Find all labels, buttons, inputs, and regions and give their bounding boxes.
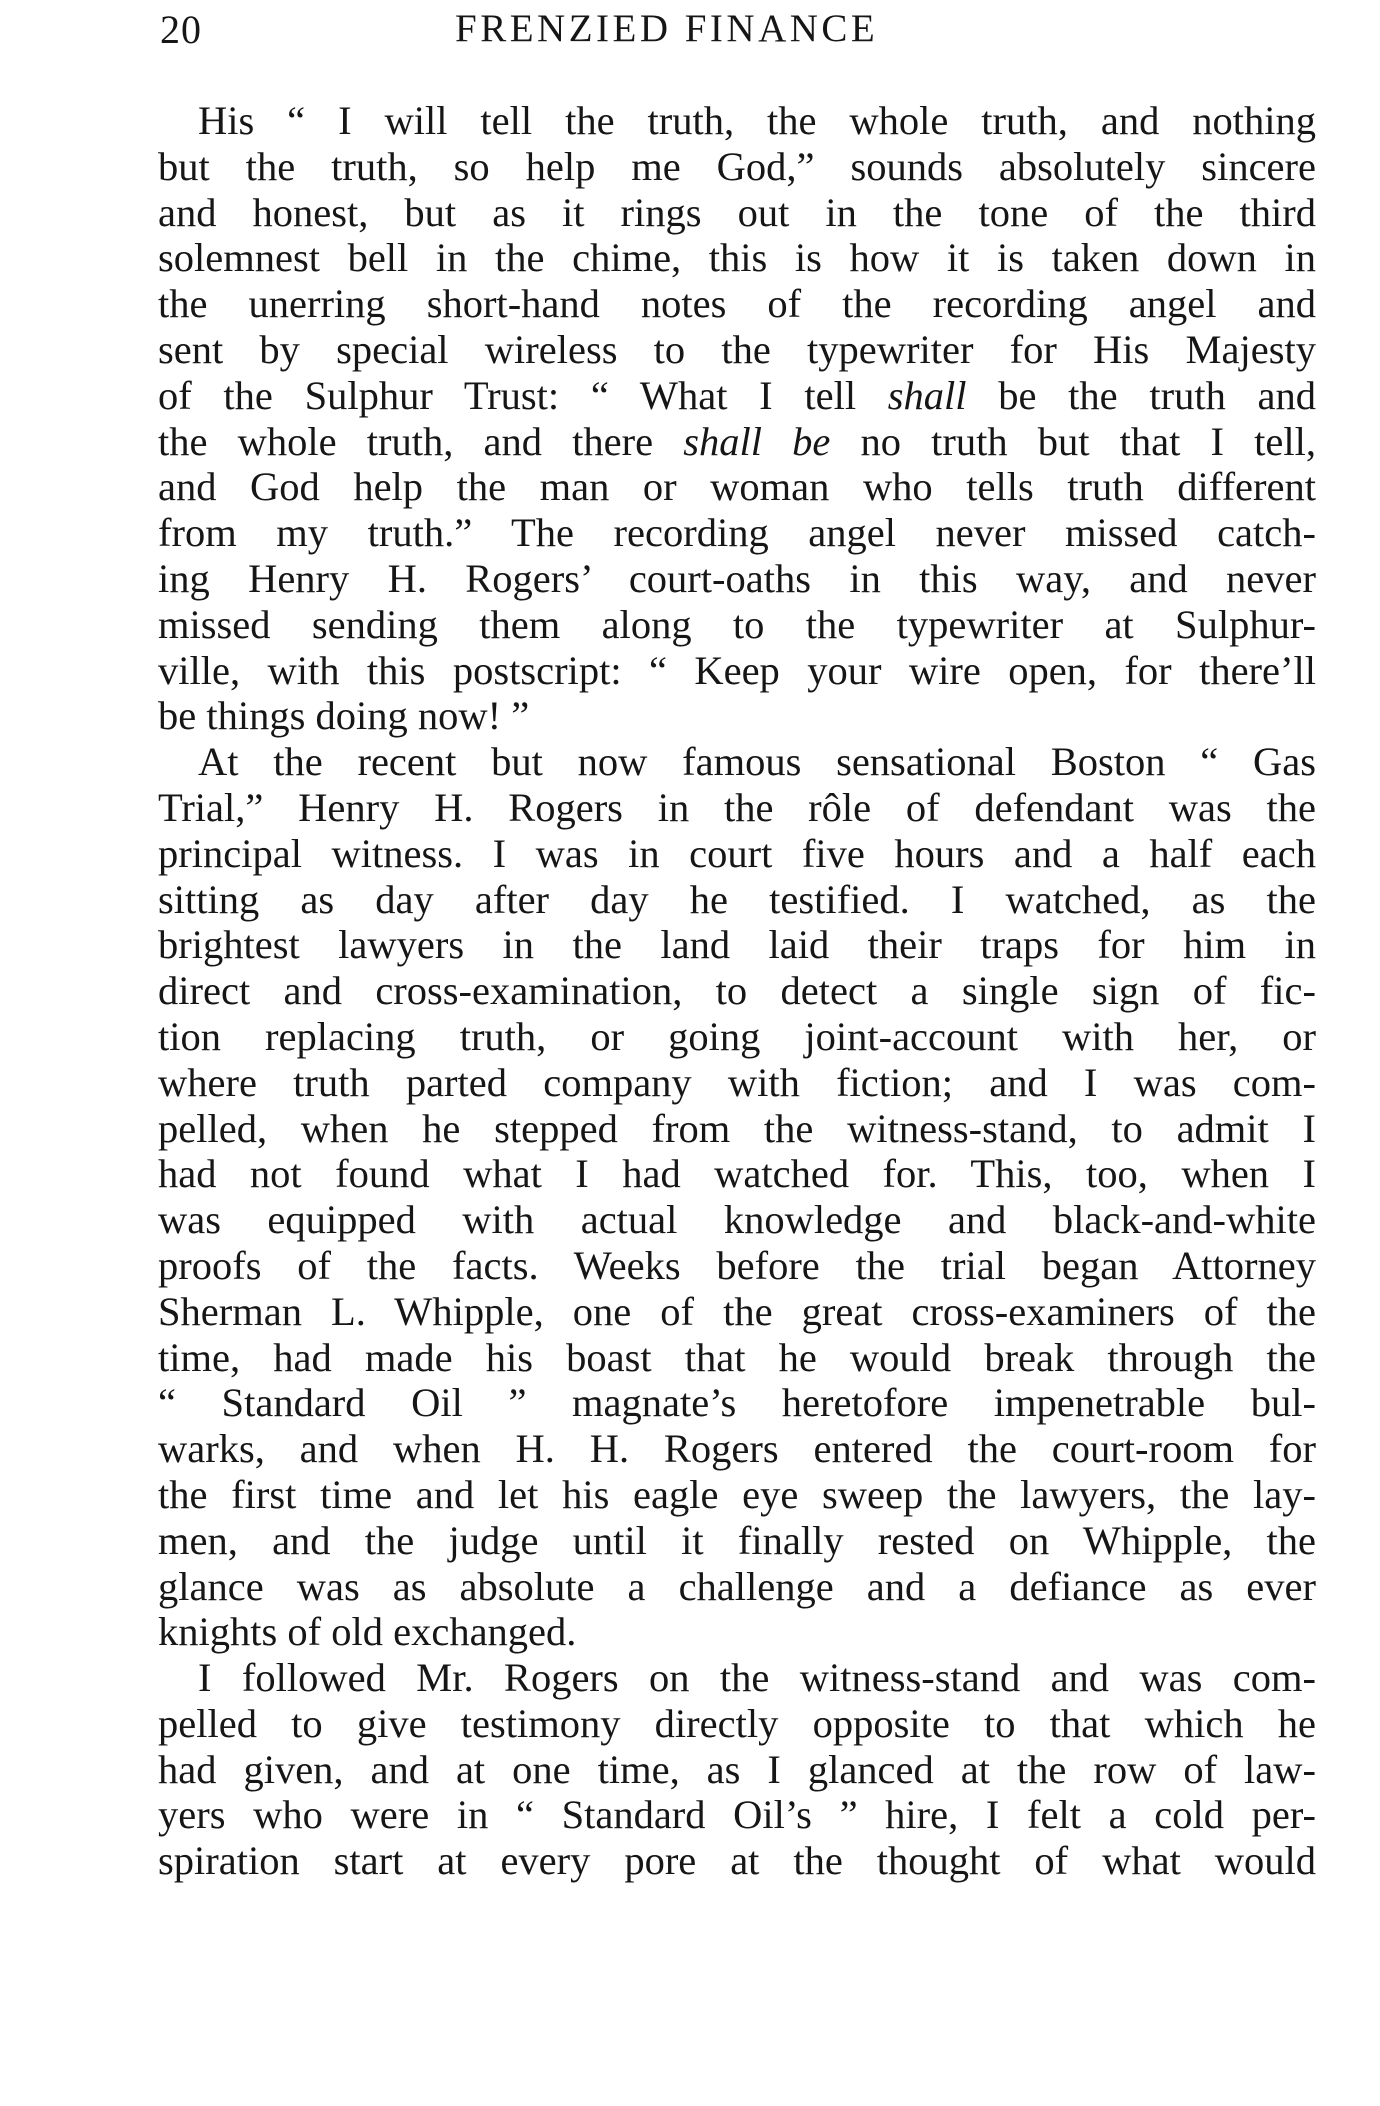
text-line: knights of old exchanged. xyxy=(158,1609,577,1655)
text-line: sent by special wireless to the typewriter for His Majesty xyxy=(158,326,1316,372)
body-text xyxy=(158,98,1316,1884)
text-line: spiration start at every pore at the thought of what would xyxy=(158,1838,1316,1884)
text-line: the first time and let his eagle eye sweep the lawyers, the lay- xyxy=(158,1471,1316,1517)
text-line: ville, with this postscript: “ Keep your wire open, for there’ll xyxy=(158,647,1316,693)
text-line: pelled to give testimony directly opposite to that which he xyxy=(158,1700,1316,1746)
text-line: missed sending them along to the typewriter at Sulphur- xyxy=(158,601,1316,647)
page-number: 20 xyxy=(160,7,202,52)
running-head xyxy=(160,6,1310,56)
text-line: glance was as absolute a challenge and a defiance as ever xyxy=(158,1563,1316,1609)
text-line: Trial,” Henry H. Rogers in the rôle of defendant was the xyxy=(158,784,1316,830)
text-line: yers who were in “ Standard Oil’s ” hire, I felt a cold per- xyxy=(158,1792,1316,1838)
text-line: His “ I will tell the truth, the whole truth, and nothing xyxy=(198,98,1316,143)
text-line: men, and the judge until it finally rested on Whipple, the xyxy=(158,1517,1316,1563)
text-line: brightest lawyers in the land laid their traps for him in xyxy=(158,922,1316,968)
text-line: principal witness. I was in court five hours and a half each xyxy=(158,830,1316,876)
text-line: I followed Mr. Rogers on the witness-stand and was com- xyxy=(198,1655,1316,1701)
text-line: ing Henry H. Rogers’ court-oaths in this way, and never xyxy=(158,555,1316,601)
emphasis: shall xyxy=(887,372,967,418)
text-line: from my truth.” The recording angel never missed catch- xyxy=(158,510,1316,556)
text-line: pelled, when he stepped from the witness-stand, to admit I xyxy=(158,1105,1316,1151)
paragraph-3 xyxy=(158,1655,1316,1884)
text-line: the unerring short-hand notes of the recording angel and xyxy=(158,281,1316,327)
paragraph-1 xyxy=(158,98,1316,739)
text-line: sitting as day after day he testified. I watched, as the xyxy=(158,876,1316,922)
text-line: Sherman L. Whipple, one of the great cross-examiners of the xyxy=(158,1288,1316,1334)
text-line: had not found what I had watched for. This, too, when I xyxy=(158,1151,1316,1197)
text-line: time, had made his boast that he would break through the xyxy=(158,1334,1316,1380)
text-line: where truth parted company with fiction; and I was com- xyxy=(158,1059,1316,1105)
text-line: was equipped with actual knowledge and black-and-white xyxy=(158,1197,1316,1243)
paragraph-2 xyxy=(158,739,1316,1655)
emphasis: shall be xyxy=(683,418,831,464)
text-line: had given, and at one time, as I glanced at the row of law- xyxy=(158,1746,1316,1792)
text-line: of the Sulphur Trust: “ What I tell shall be the truth and xyxy=(158,372,1317,418)
text-line: direct and cross-examination, to detect a single sign of fic- xyxy=(158,968,1316,1014)
text-line: the whole truth, and there shall be no truth but that I tell, xyxy=(158,418,1316,464)
text-line: solemnest bell in the chime, this is how it is taken down in xyxy=(158,235,1316,281)
text-line: At the recent but now famous sensational Boston “ Gas xyxy=(198,739,1316,785)
text-line: warks, and when H. H. Rogers entered the court-room for xyxy=(158,1426,1316,1472)
running-title: FRENZIED FINANCE xyxy=(455,7,879,50)
text-line: but the truth, so help me God,” sounds absolutely sincere xyxy=(158,143,1316,189)
text-line: “ Standard Oil ” magnate’s heretofore impenetrable bul- xyxy=(158,1380,1316,1426)
text-line: tion replacing truth, or going joint-account with her, or xyxy=(158,1013,1316,1059)
text-line: and God help the man or woman who tells truth different xyxy=(158,464,1316,510)
text-line: be things doing now! ” xyxy=(158,693,530,739)
text-line: and honest, but as it rings out in the tone of the third xyxy=(158,189,1316,235)
text-line: proofs of the facts. Weeks before the trial began Attorney xyxy=(158,1242,1316,1288)
